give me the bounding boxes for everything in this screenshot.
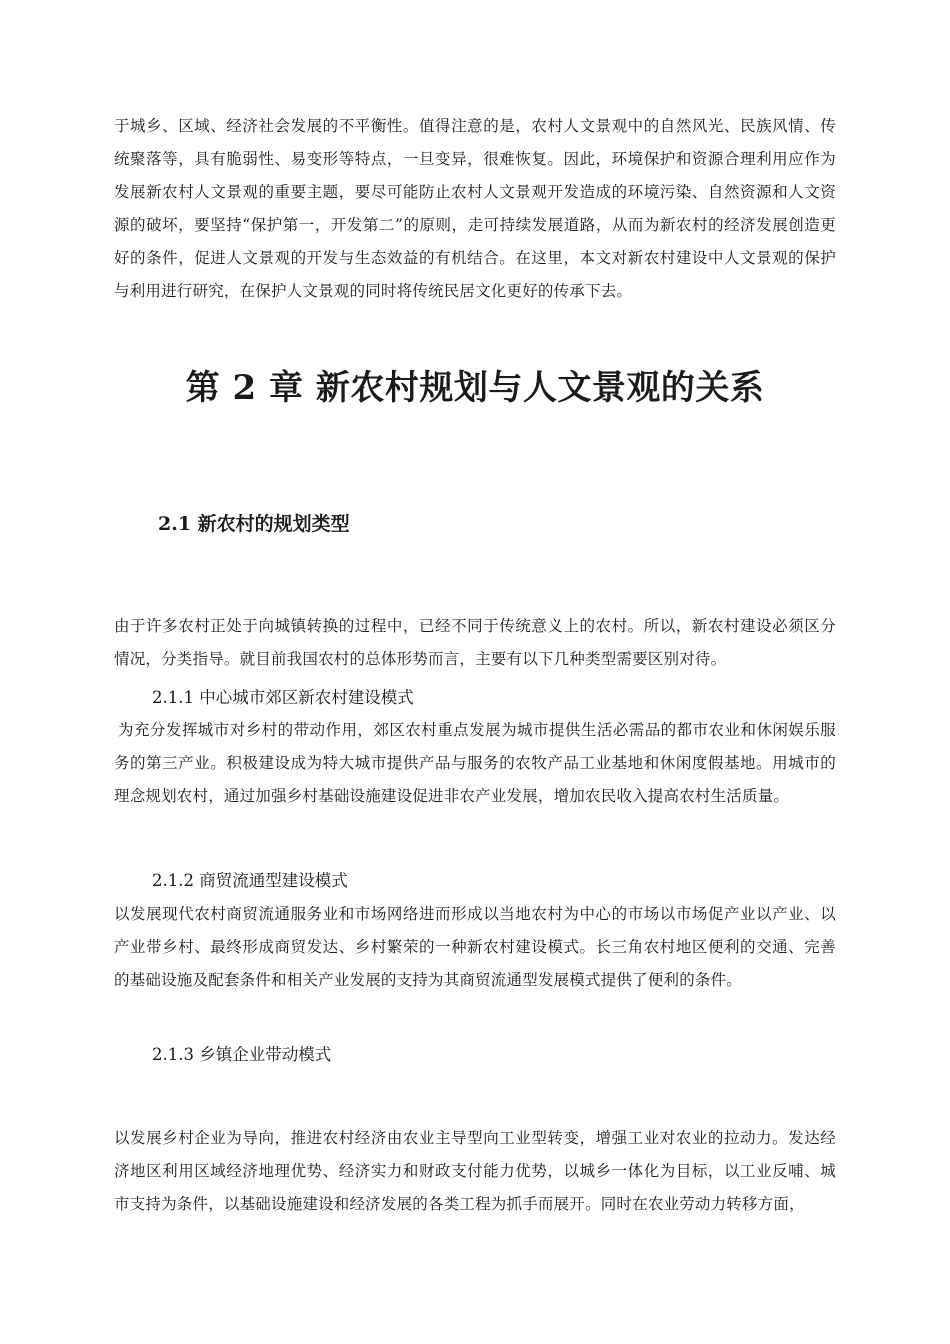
section-2-1-3-paragraph: 以发展乡村企业为导向，推进农村经济由农业主导型向工业型转变，增强工业对农业的拉动力。发达经济地区利用区域经济地理优势、经济实力和财政支付能力优势，以城乡一体化为目标，以工业反哺、城市支持为条件，以基础设施建设和经济发展的各类工程为抓手而展开。同时在农业劳动力转移方面， — [114, 1129, 836, 1213]
section-2-1-2-title: 2.1.2 商贸流通型建设模式 — [152, 871, 348, 890]
section-2-1-1-paragraph: 为充分发挥城市对乡村的带动作用，郊区农村重点发展为城市提供生活必需品的都市农业和休闲娱乐服务的第三产业。积极建设成为特大城市提供产品与服务的农牧产品工业基地和休闲度假基地。用城市的理念规划农村，通过加强乡村基础设施建设促进非农产业发展，增加农民收入提高农村生活质量。 — [114, 721, 836, 805]
intro-paragraph: 于城乡、区域、经济社会发展的不平衡性。值得注意的是，农村人文景观中的自然风光、民族风情、传统聚落等，具有脆弱性、易变形等特点，一旦变异，很难恢复。因此，环境保护和资源合理利用应作为发展新农村人文景观的重要主题，要尽可能防止农村人文景观开发造成的环境污染、自然资源和人文资源的破坏，要坚持“保护第一，开发第二”的原则，走可持续发展道路，从而为新农村的经济发展创造更好的条件，促进人文景观的开发与生态效益的有机结合。在这里，本文对新农村建设中人文景观的保护与利用进行研究，在保护人文景观的同时将传统民居文化更好的传承下去。 — [114, 117, 836, 300]
chapter-title: 第 2 章 新农村规划与人文景观的关系 — [185, 368, 765, 408]
section-2-1-2-paragraph: 以发展现代农村商贸流通服务业和市场网络进而形成以当地农村为中心的市场以市场促产业以产业、以产业带乡村、最终形成商贸发达、乡村繁荣的一种新农村建设模式。长三角农村地区便利的交通、完善的基础设施及配套条件和相关产业发展的支持为其商贸流通型发展模式提供了便利的条件。 — [114, 905, 836, 989]
section-2-1-paragraph: 由于许多农村正处于向城镇转换的过程中，已经不同于传统意义上的农村。所以，新农村建设必须区分情况，分类指导。就目前我国农村的总体形势而言，主要有以下几种类型需要区别对待。 — [114, 617, 836, 668]
section-2-1-3-title: 2.1.3 乡镇企业带动模式 — [152, 1045, 332, 1064]
section-2-1-title: 2.1 新农村的规划类型 — [158, 513, 350, 535]
section-2-1-1-title: 2.1.1 中心城市郊区新农村建设模式 — [152, 688, 414, 707]
